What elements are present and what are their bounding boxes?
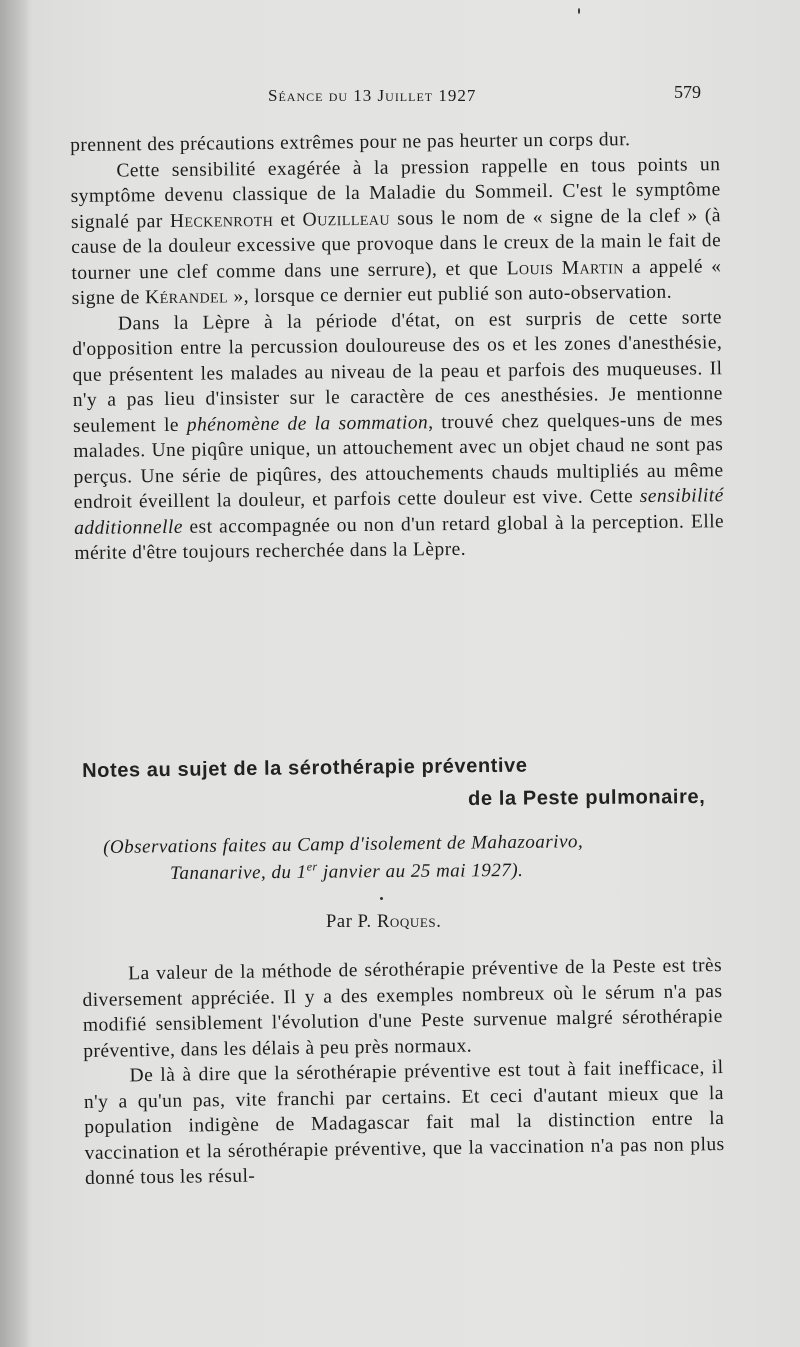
- page-number: 579: [674, 82, 701, 102]
- print-speck: [380, 897, 383, 900]
- article-subtitle-line-1: (Observations faites au Camp d'isolement de Mahazoarivo,: [103, 831, 584, 858]
- italic-term-sommation: phénomène de la sommation: [186, 411, 429, 436]
- text-run: », lorsque ce dernier eut publié son auto-observation.: [228, 281, 673, 308]
- text-run: a appelé « signe de: [71, 255, 722, 309]
- running-head: [0, 82, 800, 112]
- section-leprosy-text: [70, 126, 725, 566]
- text-run: , trouvé chez quelques-uns de mes malades. Une piqûre unique, un attouchement avec un objet chaud ne sont pas perçus. Une série de piqûres, des attouchements chauds multipliés au même endroit éveillent la douleur, et parfois cette douleur est vive. Cette: [73, 408, 724, 513]
- page-gutter-shadow: [0, 0, 30, 1347]
- article-body: [82, 953, 725, 1191]
- text-run: sous le nom de « signe de la clef » (à cause de la douleur excessive que provoque dans le creux de la main le fait de tourner une clef comme dans une serrure), et que: [71, 204, 722, 284]
- superscript: er: [306, 859, 318, 874]
- article-heading-line-1: Notes au sujet de la sérothérapie préventive: [82, 754, 528, 782]
- print-speck: [578, 8, 580, 14]
- text-run: janvier au 25 mai 1927).: [317, 859, 524, 883]
- author-name: Roques.: [376, 912, 442, 932]
- article-heading-line-2: de la Peste pulmonaire,: [468, 785, 706, 810]
- paragraph-sleeping-sickness: [70, 152, 722, 312]
- running-head-title: Séance du 13 Juillet 1927: [268, 86, 477, 105]
- author-prefix: Par P.: [326, 912, 377, 932]
- text-run: et: [273, 209, 303, 231]
- paragraph-leprosy: [72, 305, 725, 567]
- article-paragraph-2: De là à dire que la sérothérapie préventive est tout à fait inefficace, il n'y a qu'un pas, vite franchi par certains. Et ceci d'autant mieux que la population indigène de Madagascar fait mal la distinction entre la vaccination et la sérothérapie préventive, que la vaccination n'a pas non plus donné tous les résul-: [83, 1057, 725, 1189]
- article-paragraph-1: La valeur de la méthode de sérothérapie préventive de la Peste est très diversement appréciée. Il y a des exemples nombreux où le sérum n'a pas modifié sensiblement l'évolution d'une Peste survenue malgré sérothérapie préventive, dans les délais à peu près normaux.: [82, 955, 723, 1062]
- article-author: [326, 912, 441, 933]
- text-run: Tananarive, du 1: [170, 861, 307, 884]
- article-subtitle-line-2: [170, 860, 523, 885]
- author-name-louis-martin: Louis Martin: [506, 256, 624, 279]
- italic-term-additionnelle: sensibilité additionnelle: [74, 485, 724, 539]
- author-name-heckenroth: Heckenroth: [169, 209, 274, 232]
- text-run: Cette sensibilité exagérée à la pression rappelle en tous points un symptôme devenu classique de la Maladie du Sommeil. C'est le symptôme signalé par: [70, 153, 721, 233]
- author-name-ouzilleau: Ouzilleau: [302, 208, 391, 231]
- author-name-kerandel: Kérandel: [144, 286, 229, 309]
- text-run: est accompagnée ou non d'un retard global à la perception. Elle mérite d'être toujours recherchée dans la Lèpre.: [74, 510, 725, 564]
- paragraph-continuation: prennent des précautions extrêmes pour ne pas heurter un corps dur.: [70, 129, 631, 156]
- text-run: Dans la Lèpre à la période d'état, on est surpris de cette sorte d'opposition entre la percussion douloureuse des os et les zones d'anesthésie, que présentent les malades au niveau de la peau et parfois des muqueuses. Il n'y a pas lieu d'insister sur le caractère de ces anesthésies. Je mentionne seulement le: [72, 306, 723, 437]
